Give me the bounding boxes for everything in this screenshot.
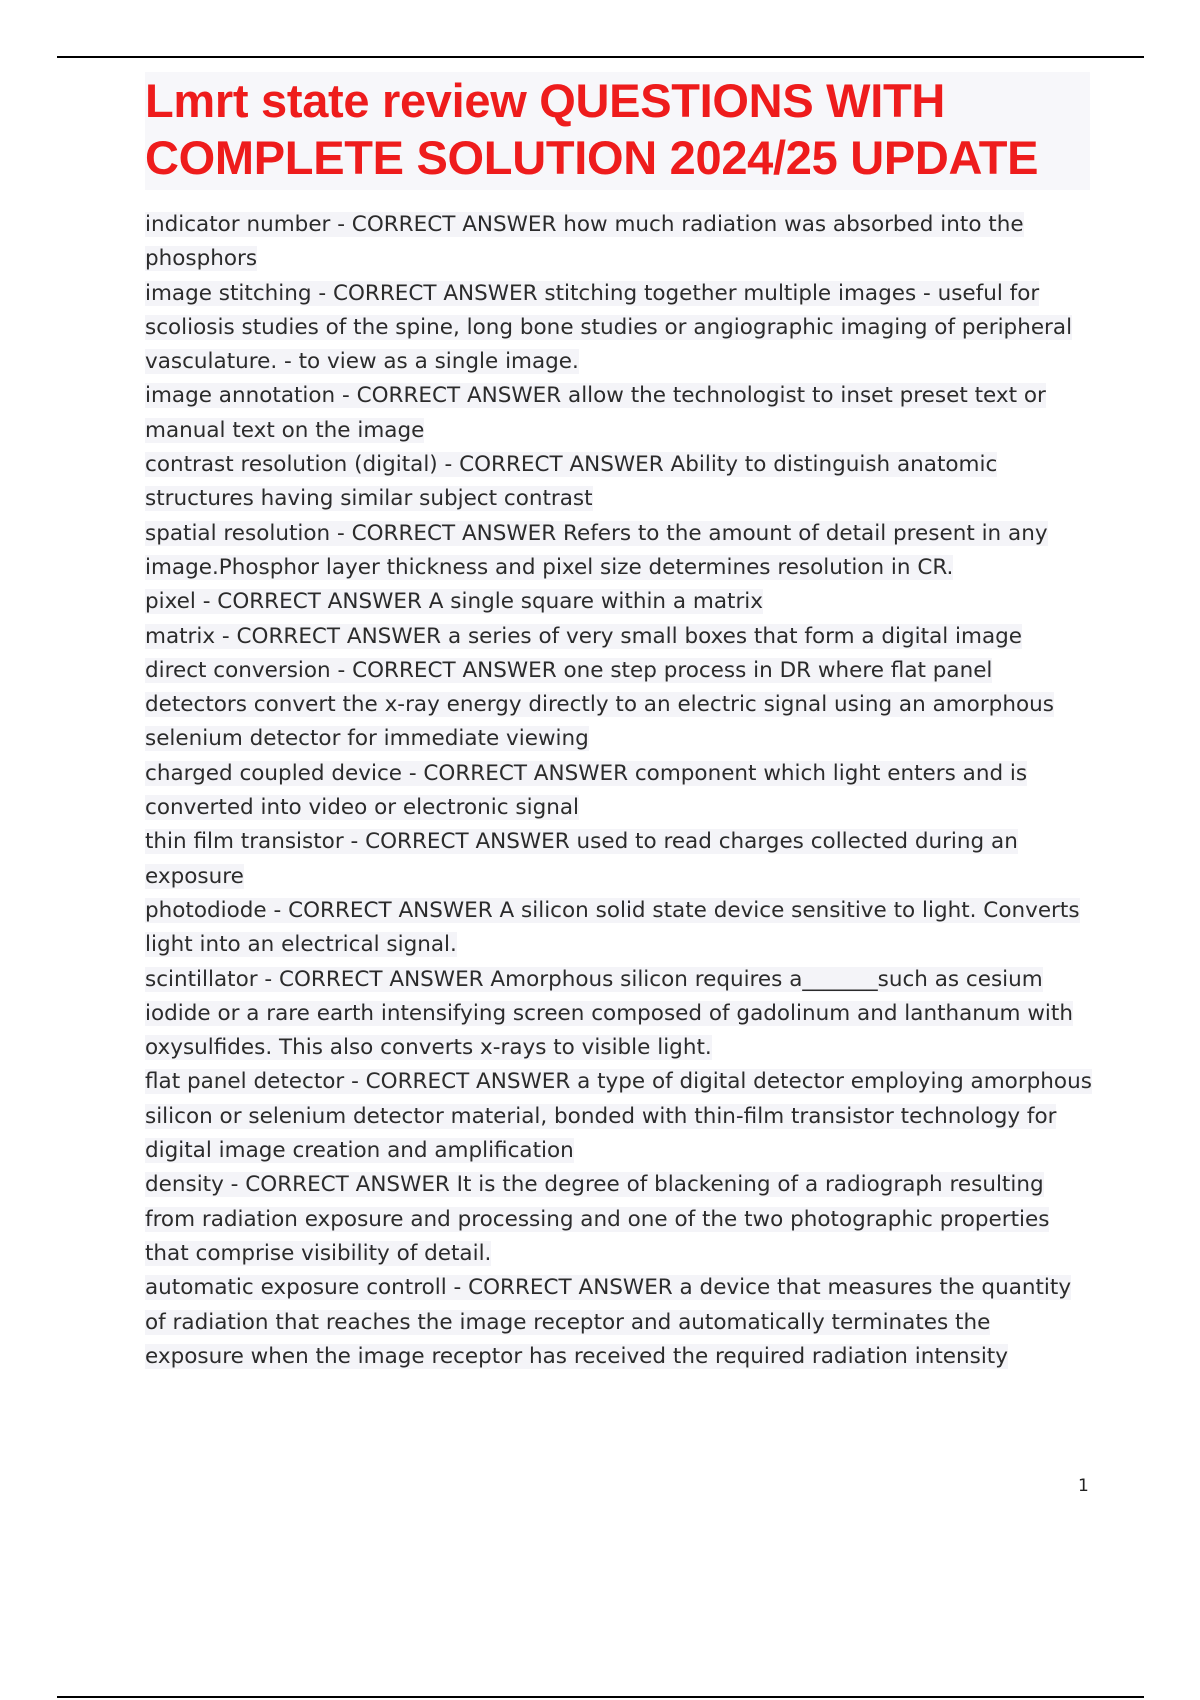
qa-entry: matrix - CORRECT ANSWER a series of very small boxes that form a digital image <box>145 623 1023 649</box>
qa-entry: image annotation - CORRECT ANSWER allow the technologist to inset preset text or manual text on the image <box>145 383 1046 443</box>
qa-entry: indicator number - CORRECT ANSWER how much radiation was absorbed into the phosphors <box>145 212 1024 272</box>
qa-list <box>145 208 1095 1374</box>
qa-entry: spatial resolution - CORRECT ANSWER Refers to the amount of detail present in any image.Phosphor layer thickness and pixel size determines resolution in CR. <box>145 520 1048 580</box>
qa-entry: thin film transistor - CORRECT ANSWER used to read charges collected during an exposure <box>145 829 1018 889</box>
qa-entry: charged coupled device - CORRECT ANSWER component which light enters and is converted into video or electronic signal <box>145 760 1028 821</box>
top-rule <box>57 56 1144 58</box>
qa-entry: photodiode - CORRECT ANSWER A silicon solid state device sensitive to light. Converts light into an electrical signal. <box>145 897 1080 958</box>
qa-entry: flat panel detector - CORRECT ANSWER a type of digital detector employing amorphous silicon or selenium detector material, bonded with thin-film transistor technology for digital image creation and amplification <box>145 1069 1092 1164</box>
qa-entry: automatic exposure controll - CORRECT ANSWER a device that measures the quantity of radiation that reaches the image receptor and automatically terminates the exposure when the image receptor has received the required radiation intensity <box>145 1275 1072 1369</box>
qa-entry: direct conversion - CORRECT ANSWER one step process in DR where flat panel detectors convert the x-ray energy directly to an electric signal using an amorphous selenium detector for immediate viewing <box>145 657 1054 752</box>
qa-entry: image stitching - CORRECT ANSWER stitching together multiple images - useful for scoliosis studies of the spine, long bone studies or angiographic imaging of peripheral vasculature. - to view as a single image. <box>145 280 1073 375</box>
qa-entry: density - CORRECT ANSWER It is the degree of blackening of a radiograph resulting from radiation exposure and processing and one of the two photographic properties that comprise visibility of detail. <box>145 1172 1050 1266</box>
page-number: 1 <box>1078 1476 1089 1496</box>
page-title: Lmrt state review QUESTIONS WITH COMPLETE SOLUTION 2024/25 UPDATE <box>145 72 1090 190</box>
bottom-rule <box>57 1696 1144 1698</box>
qa-entry: pixel - CORRECT ANSWER A single square within a matrix <box>145 589 763 615</box>
qa-entry: scintillator - CORRECT ANSWER Amorphous silicon requires a_______such as cesium iodide or a rare earth intensifying screen composed of gadolinum and lanthanum with oxysulfides. This also converts x-rays to visible light. <box>145 966 1073 1061</box>
qa-entry: contrast resolution (digital) - CORRECT ANSWER Ability to distinguish anatomic structures having similar subject contrast <box>145 452 998 512</box>
